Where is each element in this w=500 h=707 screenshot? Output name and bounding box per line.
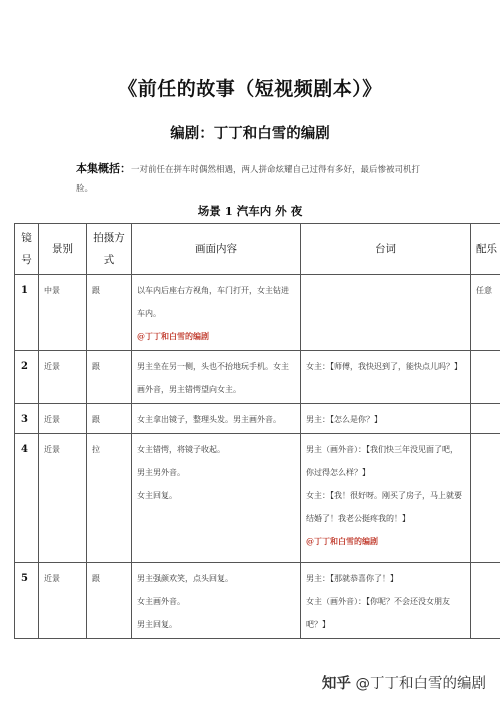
shot-number: 1 bbox=[15, 275, 39, 351]
episode-summary bbox=[76, 159, 436, 199]
shot-method: 跟 bbox=[87, 404, 132, 434]
shot-content bbox=[132, 351, 301, 404]
table-row bbox=[15, 563, 500, 639]
table-row bbox=[15, 275, 500, 351]
shot-content bbox=[132, 434, 301, 563]
shot-content bbox=[132, 275, 301, 351]
shot-music bbox=[471, 434, 500, 563]
shot-dialogue bbox=[301, 351, 471, 404]
shot-dialogue-line: 男主：【那就恭喜你了！】 bbox=[306, 574, 398, 583]
shot-music bbox=[471, 351, 500, 404]
shot-number: 5 bbox=[15, 563, 39, 639]
shot-content-line: 女主回复。 bbox=[137, 491, 177, 500]
shot-dialogue bbox=[301, 404, 471, 434]
scene-heading: 场景 1 汽车内 外 夜 bbox=[197, 204, 303, 218]
table-row bbox=[15, 404, 500, 434]
shot-dialogue bbox=[301, 563, 471, 639]
shot-content-line: 男主坐在另一侧，头也不抬地玩手机。女主画外音，男主错愕望向女主。 bbox=[137, 362, 289, 394]
header-size: 景别 bbox=[39, 224, 87, 275]
shot-dialogue bbox=[301, 434, 471, 563]
summary-label: 本集概括： bbox=[76, 162, 131, 175]
header-method: 拍摄方式 bbox=[87, 224, 132, 275]
shot-dialogue-line: 男主：【怎么是你？】 bbox=[306, 415, 382, 424]
shot-content bbox=[132, 404, 301, 434]
author-line: 编剧：丁丁和白雪的编剧 bbox=[170, 125, 330, 142]
shot-dialogue-line: 女主：【我！很好呀。刚买了房子，马上就要结婚了！我老公挺疼我的！】 bbox=[306, 491, 462, 523]
summary-text: 一对前任在拼车时偶然相遇，两人拼命炫耀自己过得有多好，最后惨被司机打脸。 bbox=[76, 165, 421, 194]
shot-dialogue-line: 女主（画外音）：【你呢？不会还没女朋友吧？】 bbox=[306, 597, 450, 629]
shot-dialogue bbox=[301, 275, 471, 351]
watermark-text: @丁丁和白雪的编剧 bbox=[355, 676, 486, 692]
shot-number: 3 bbox=[15, 404, 39, 434]
shot-size: 中景 bbox=[39, 275, 87, 351]
shot-method: 跟 bbox=[87, 563, 132, 639]
shot-size: 近景 bbox=[39, 563, 87, 639]
header-content: 画面内容 bbox=[132, 224, 301, 275]
shot-size: 近景 bbox=[39, 404, 87, 434]
shot-content-line: 男主男外音。 bbox=[137, 468, 185, 477]
shot-method: 跟 bbox=[87, 275, 132, 351]
table-row bbox=[15, 434, 500, 563]
header-dialogue: 台词 bbox=[301, 224, 471, 275]
zhihu-logo: 知乎 bbox=[321, 676, 351, 692]
author-tag: @丁丁和白雪的编剧 bbox=[306, 536, 378, 546]
zhihu-watermark bbox=[322, 672, 486, 693]
shot-method: 拉 bbox=[87, 434, 132, 563]
document-title: 《前任的故事（短视频剧本）》 bbox=[118, 78, 382, 100]
shot-music bbox=[471, 563, 500, 639]
table-row bbox=[15, 351, 500, 404]
shot-table bbox=[14, 223, 500, 639]
shot-content-line: 男主回复。 bbox=[137, 620, 177, 629]
table-header-row bbox=[15, 224, 500, 275]
shot-number: 4 bbox=[15, 434, 39, 563]
shot-content-line: 以车内后座右方视角，车门打开，女主钻进车内。 bbox=[137, 286, 289, 318]
shot-content bbox=[132, 563, 301, 639]
shot-music: 任意 bbox=[471, 275, 500, 351]
shot-number: 2 bbox=[15, 351, 39, 404]
shot-content-line: 女主错愕，将镜子收起。 bbox=[137, 445, 225, 454]
shot-size: 近景 bbox=[39, 434, 87, 563]
shot-content-line: 女主画外音。 bbox=[137, 597, 185, 606]
shot-music bbox=[471, 404, 500, 434]
author-tag: @丁丁和白雪的编剧 bbox=[137, 331, 209, 341]
shot-method: 跟 bbox=[87, 351, 132, 404]
header-music: 配乐 bbox=[471, 224, 500, 275]
shot-size: 近景 bbox=[39, 351, 87, 404]
shot-dialogue-line: 女主：【师傅，我快迟到了，能快点儿吗？】 bbox=[306, 362, 462, 371]
header-shot: 镜号 bbox=[15, 224, 39, 275]
shot-content-line: 女主拿出镜子，整理头发。男主画外音。 bbox=[137, 415, 281, 424]
shot-content-line: 男主强颜欢笑，点头回复。 bbox=[137, 574, 233, 583]
shot-dialogue-line: 男主（画外音）：【我们快三年没见面了吧，你过得怎么样？】 bbox=[306, 445, 458, 477]
